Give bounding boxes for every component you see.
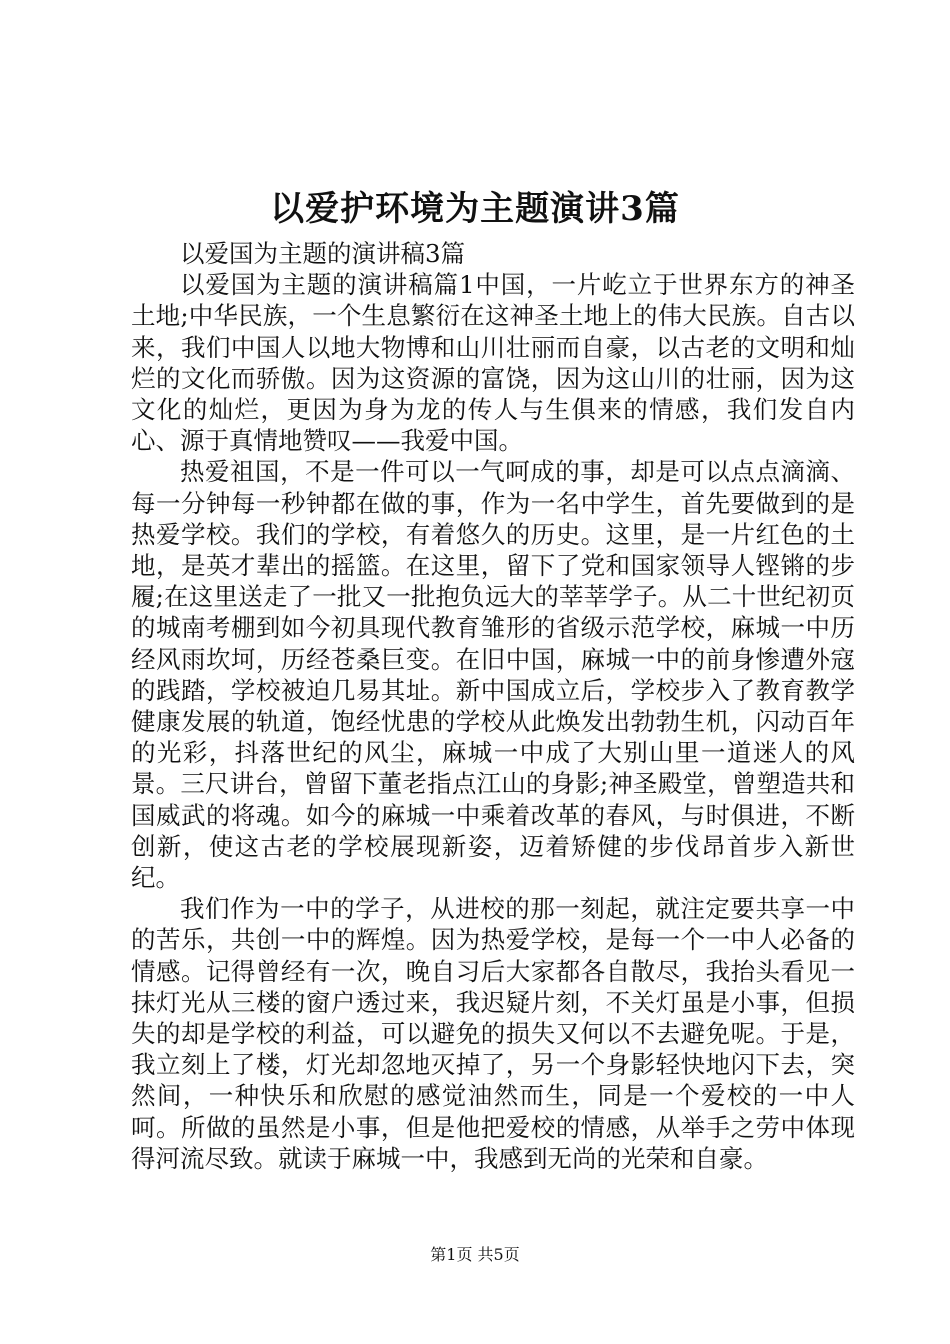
document-title: 以爱护环境为主题演讲3篇	[270, 189, 680, 229]
paragraph-2: 热爱祖国，不是一件可以一气呵成的事，却是可以点点滴滴、每一分钟每一秒钟都在做的事，作为一名中学生，首先要做到的是热爱学校。我们的学校，有着悠久的历史。这里，是一片红色的土地，是英才辈出的摇篮。在这里，留下了党和国家领导人铿锵的步履;在这里送走了一批又一批抱负远大的莘莘学子。从二十世纪初页的城南考棚到如今初具现代教育雏形的省级示范学校，麻城一中历经风雨坎坷，历经苍桑巨变。在旧中国，麻城一中的前身惨遭外寇的践踏，学校被迫几易其址。新中国成立后，学校步入了教育教学健康发展的轨道，饱经忧患的学校从此焕发出勃勃生机，闪动百年的光彩，抖落世纪的风尘，麻城一中成了大别山里一道迷人的风景。三尺讲台，曾留下董老指点江山的身影;神圣殿堂，曾塑造共和国威武的将魂。如今的麻城一中乘着改革的春风，与时俱进，不断创新，使这古老的学校展现新姿，迈着矫健的步伐昂首步入新世纪。	[131, 457, 855, 893]
document-body	[131, 238, 855, 1174]
page-footer: 第1页 共5页	[430, 1245, 520, 1264]
paragraph-3: 我们作为一中的学子，从进校的那一刻起，就注定要共享一中的苦乐，共创一中的辉煌。因为热爱学校，是每一个一中人必备的情感。记得曾经有一次，晚自习后大家都各自散尽，我抬头看见一抹灯光从三楼的窗户透过来，我迟疑片刻，不关灯虽是小事，但损失的却是学校的利益，可以避免的损失又何以不去避免呢。于是，我立刻上了楼，灯光却忽地灭掉了，另一个身影轻快地闪下去，突然间，一种快乐和欣慰的感觉油然而生，同是一个爱校的一中人呵。所做的虽然是小事，但是他把爱校的情感，从举手之劳中体现得河流尽致。就读于麻城一中，我感到无尚的光荣和自豪。	[131, 894, 855, 1173]
paragraph-1: 以爱国为主题的演讲稿篇1中国，一片屹立于世界东方的神圣土地;中华民族，一个生息繁衍在这神圣土地上的伟大民族。自古以来，我们中国人以地大物博和山川壮丽而自豪，以古老的文明和灿烂的文化而骄傲。因为这资源的富饶，因为这山川的壮丽，因为这文化的灿烂，更因为身为龙的传人与生俱来的情感，我们发自内心、源于真情地赞叹——我爱中国。	[131, 270, 855, 456]
document-subtitle: 以爱国为主题的演讲稿3篇	[180, 239, 466, 268]
